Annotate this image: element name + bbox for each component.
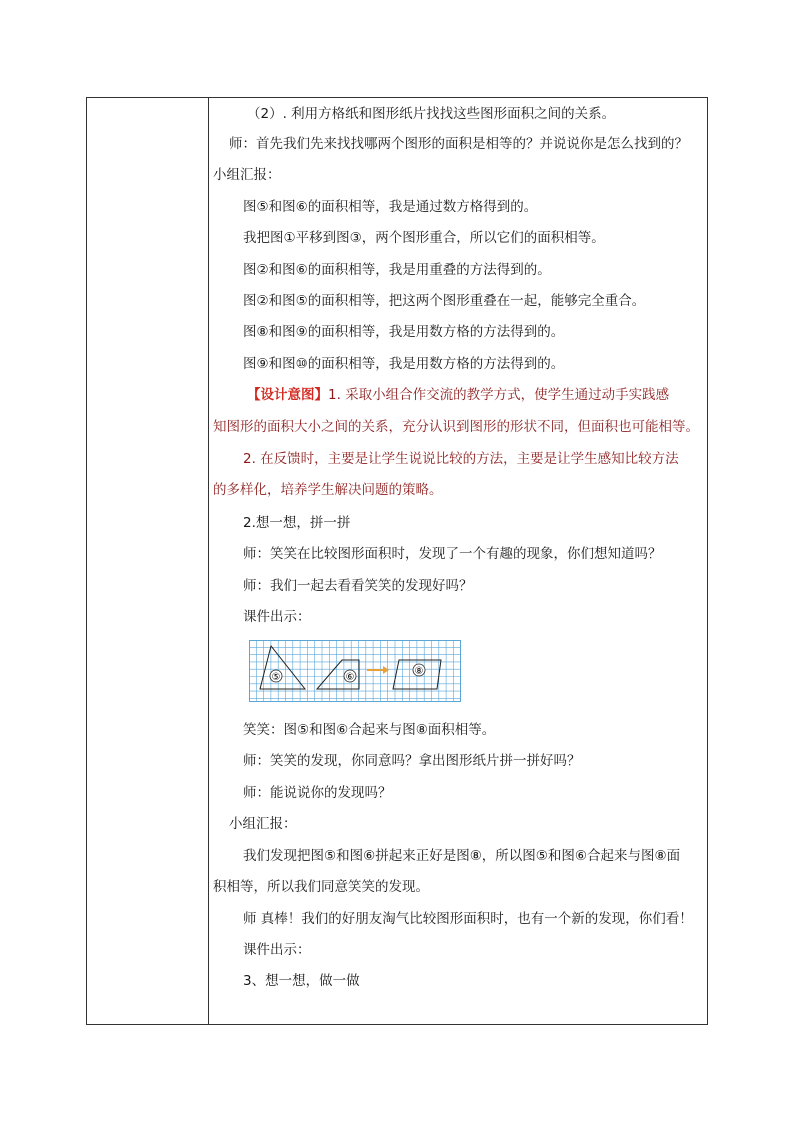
text-line: 师：笑笑的发现，你同意吗？拿出图形纸片拼一拼好吗？ — [243, 753, 581, 769]
column-divider — [208, 98, 209, 1024]
grid-figure — [249, 640, 461, 702]
shape-label: ⑧ — [414, 666, 424, 677]
text-line: 小组汇报： — [229, 816, 297, 832]
grid-border — [250, 641, 461, 702]
section-heading: 2.想一想，拼一拼 — [243, 515, 351, 531]
text-line: 师：能说说你的发现吗？ — [243, 785, 392, 801]
section-heading: 3、想一想，做一做 — [243, 973, 360, 989]
design-intent-line — [247, 386, 669, 404]
design-intent-tag: 【设计意图】 — [247, 387, 328, 403]
text-line: 小组汇报： — [213, 167, 281, 183]
text-line: 师：笑笑在比较图形面积时，发现了一个有趣的现象，你们想知道吗？ — [243, 546, 662, 562]
text-line: 图②和图⑥的面积相等，我是用重叠的方法得到的。 — [243, 262, 551, 278]
design-intent-line: 2. 在反馈时，主要是让学生说说比较的方法，主要是让学生感知比较方法 — [243, 451, 679, 467]
text-line: 我把图①平移到图③，两个图形重合，所以它们的面积相等。 — [243, 230, 605, 246]
text-line: 图⑨和图⑩的面积相等，我是用数方格的方法得到的。 — [243, 356, 565, 372]
text-line: 师 真棒！我们的好朋友淘气比较图形面积时，也有一个新的发现，你们看！ — [243, 911, 693, 927]
design-intent-line: 的多样化，培养学生解决问题的策略。 — [213, 482, 443, 498]
text-line: （2）. 利用方格纸和图形纸片找找这些图形面积之间的关系。 — [247, 106, 616, 122]
text-line: 笑笑：图⑤和图⑥合起来与图⑧面积相等。 — [243, 722, 496, 738]
shape-label: ⑤ — [271, 672, 281, 683]
text-line: 课件出示： — [243, 609, 311, 625]
text-line: 积相等，所以我们同意笑笑的发现。 — [213, 879, 429, 895]
text-line: 师：首先我们先来找找哪两个图形的面积是相等的？并说说你是怎么找到的？ — [229, 136, 688, 152]
design-intent-line: 知图形的面积大小之间的关系，充分认识到图形的形状不同，但面积也可能相等。 — [213, 419, 699, 435]
design-intent-text: 1. 采取小组合作交流的教学方式，使学生通过动手实践感 — [328, 387, 670, 403]
text-line: 图⑧和图⑨的面积相等，我是用数方格的方法得到的。 — [243, 324, 565, 340]
text-line: 课件出示： — [243, 942, 311, 958]
text-line: 我们发现把图⑤和图⑥拼起来正好是图⑧，所以图⑤和图⑥合起来与图⑧面 — [243, 848, 681, 864]
shape-label: ⑥ — [345, 672, 355, 683]
text-line: 图⑤和图⑥的面积相等，我是通过数方格得到的。 — [243, 199, 538, 215]
text-line: 图②和图⑤的面积相等，把这两个图形重叠在一起，能够完全重合。 — [243, 293, 646, 309]
text-line: 师：我们一起去看看笑笑的发现好吗？ — [243, 578, 473, 594]
